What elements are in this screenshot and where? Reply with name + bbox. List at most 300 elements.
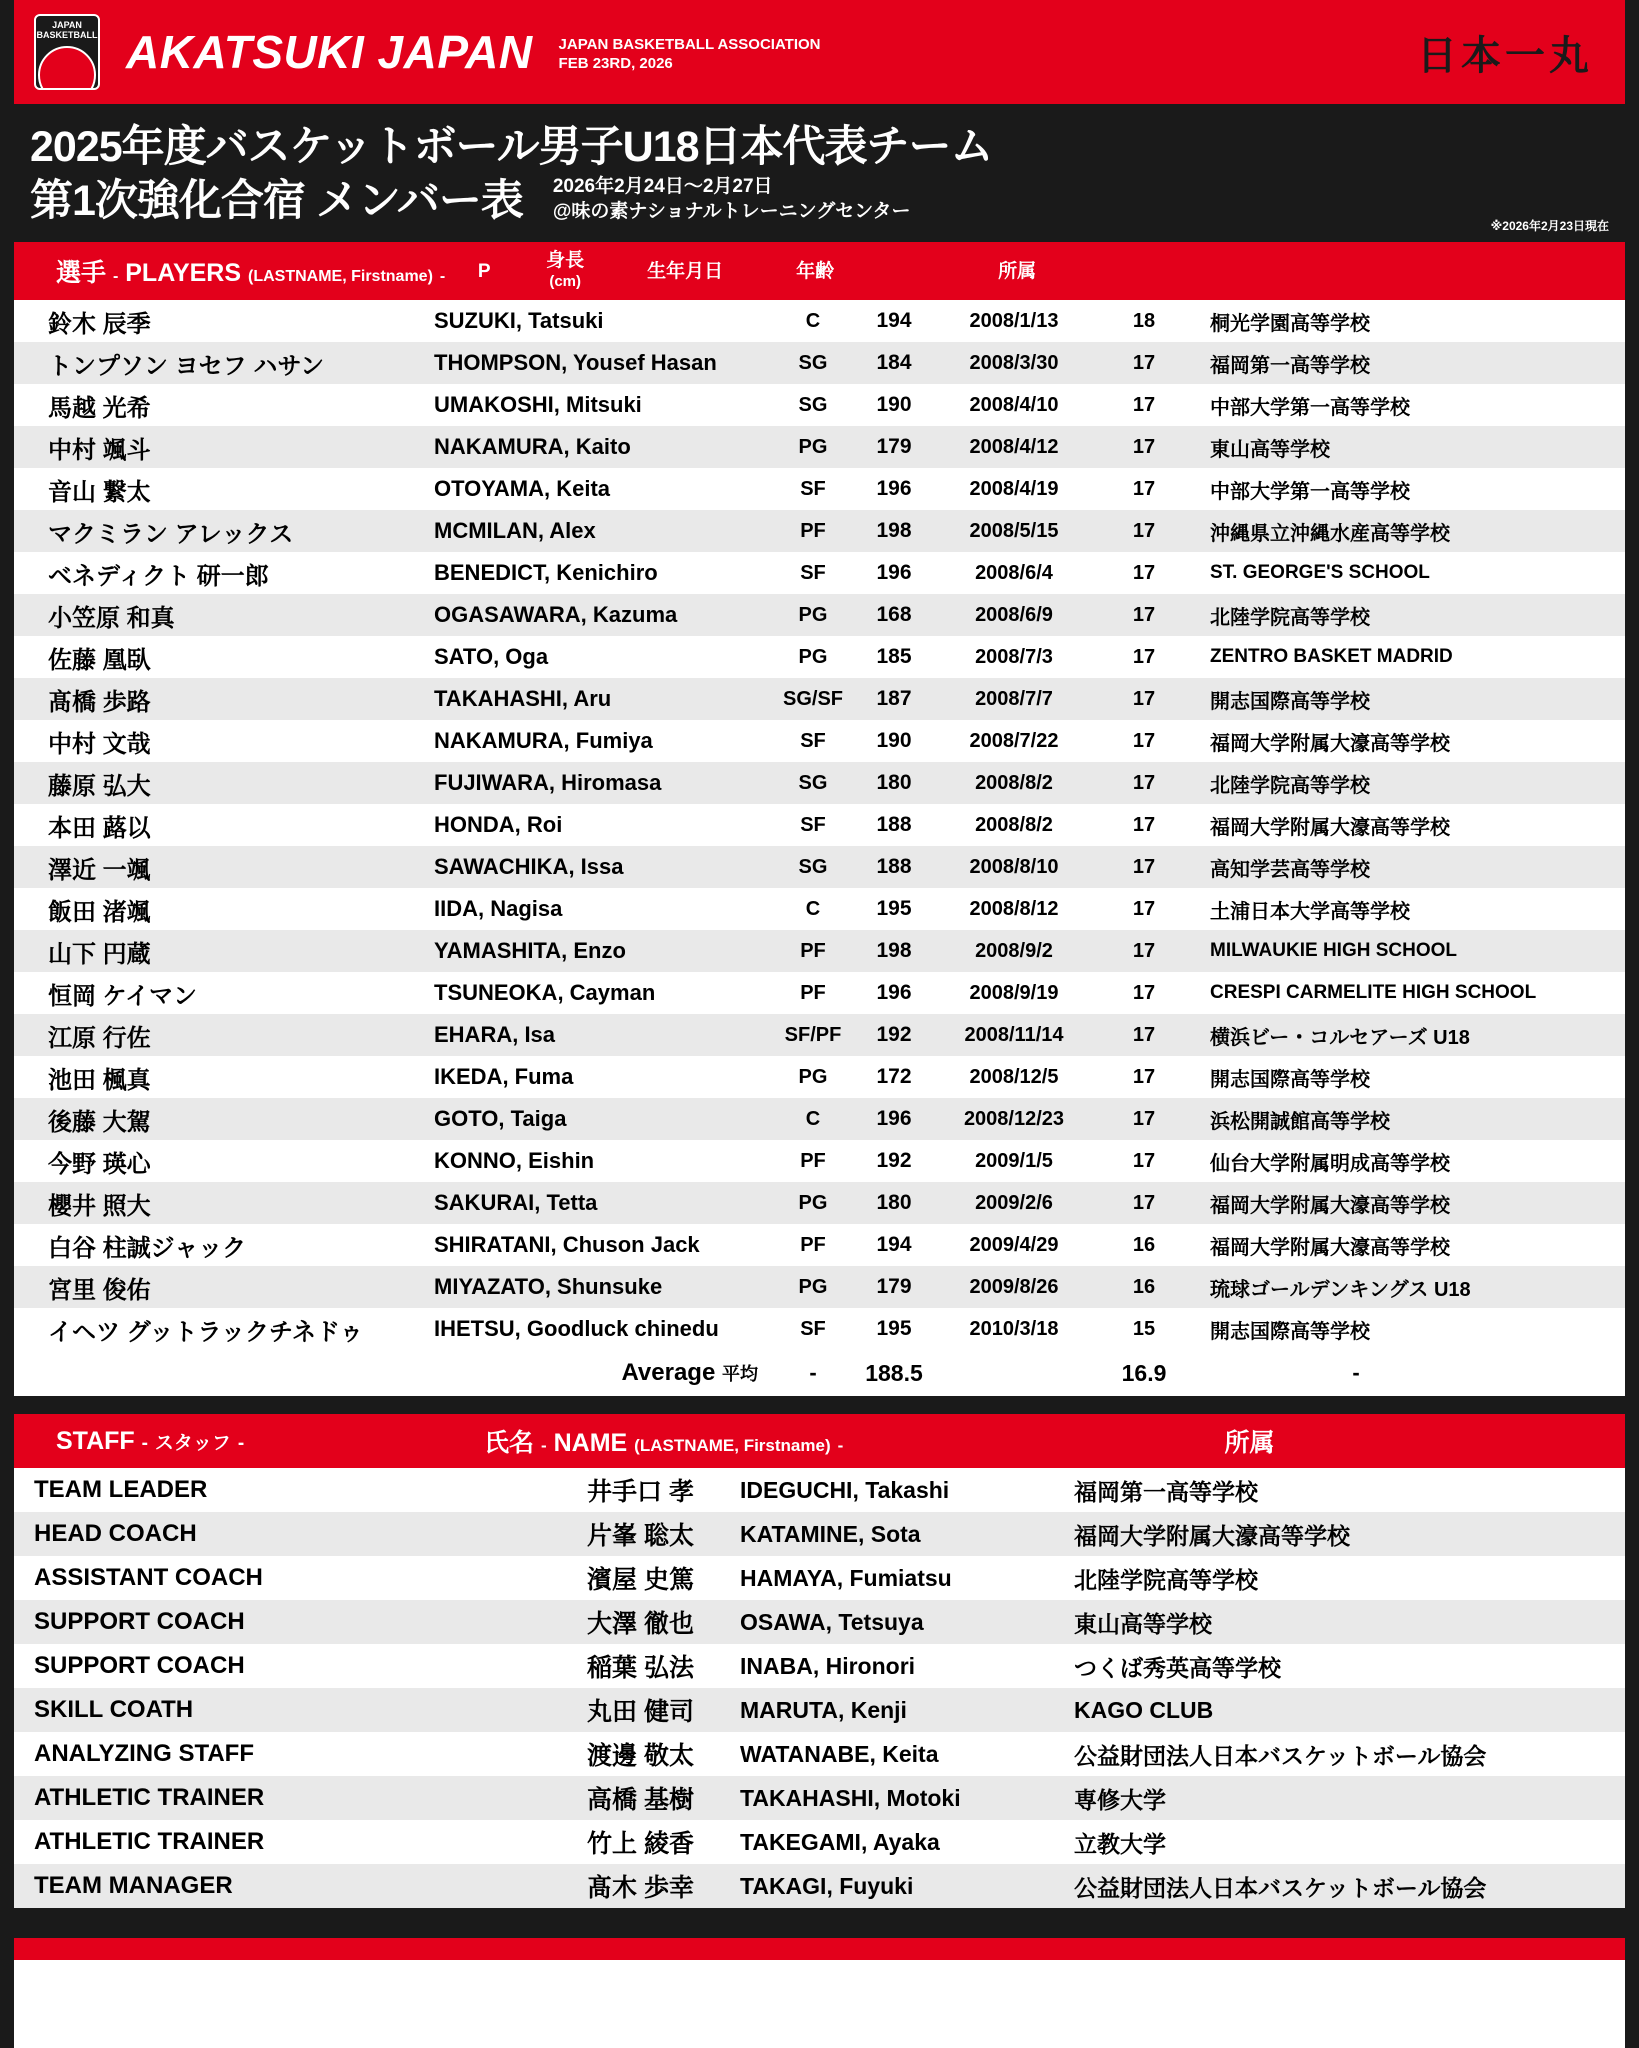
average-position: -	[809, 1360, 817, 1385]
player-name-en: BENEDICT, Kenichiro	[434, 560, 658, 585]
player-height: 196	[876, 1107, 912, 1130]
table-row	[14, 972, 1625, 1014]
player-height: 188	[876, 813, 912, 836]
player-name-en: EHARA, Isa	[434, 1022, 556, 1047]
player-name-jp: 山下 円蔵	[48, 940, 151, 968]
basketball-icon	[38, 46, 96, 90]
player-age: 17	[1132, 393, 1156, 416]
player-height: 168	[876, 603, 912, 626]
player-name-en: IIDA, Nagisa	[434, 896, 563, 921]
player-team: CRESPI CARMELITE HIGH SCHOOL	[1210, 982, 1537, 1003]
player-dob: 2008/8/12	[969, 897, 1059, 920]
players-header-format: (LASTNAME, Firstname)	[248, 268, 433, 285]
staff-header-dash1: -	[141, 1432, 148, 1454]
table-row	[14, 510, 1625, 552]
header-bar	[0, 0, 1639, 104]
player-position: SG	[798, 855, 828, 878]
player-name-en: KONNO, Eishin	[434, 1148, 595, 1173]
staff-name-jp: 氏名	[484, 1429, 535, 1457]
staff-name-dash4: -	[837, 1436, 844, 1455]
table-row	[14, 426, 1625, 468]
player-team: 福岡第一高等学校	[1210, 354, 1370, 377]
player-height: 179	[876, 1275, 912, 1298]
player-height: 196	[876, 981, 912, 1004]
player-name-en: SAWACHIKA, Issa	[434, 854, 624, 879]
player-age: 17	[1132, 771, 1156, 794]
staff-name-en: WATANABE, Keita	[740, 1740, 939, 1767]
staff-header-jp: スタッフ	[154, 1432, 231, 1454]
player-age: 17	[1132, 939, 1156, 962]
player-height: 184	[876, 351, 912, 374]
table-row	[14, 1140, 1625, 1182]
staff-name-en: KATAMINE, Sota	[740, 1520, 921, 1547]
player-name-en: OGASAWARA, Kazuma	[434, 602, 678, 627]
player-name-en: TAKAHASHI, Aru	[434, 686, 612, 711]
players-header-dash2: -	[439, 268, 446, 285]
staff-role: SKILL COATH	[34, 1696, 194, 1723]
staff-row	[14, 1600, 1625, 1644]
table-row	[14, 300, 1625, 342]
player-team: 仙台大学附属明成高等学校	[1210, 1152, 1450, 1175]
staff-name-en: TAKAGI, Fuyuki	[740, 1872, 914, 1899]
player-team: 浜松開誠館高等学校	[1210, 1110, 1390, 1133]
player-name-jp: 髙橋 歩路	[48, 688, 151, 716]
player-dob: 2008/1/13	[969, 309, 1059, 332]
staff-name-en: HAMAYA, Fumiatsu	[740, 1564, 952, 1591]
player-dob: 2008/6/4	[975, 561, 1053, 584]
player-height: 194	[876, 309, 912, 332]
player-height: 172	[876, 1065, 912, 1088]
player-position: SF	[800, 561, 826, 584]
player-name-jp: トンプソン ヨセフ ハサン	[48, 352, 325, 380]
player-name-jp: 澤近 一颯	[48, 856, 151, 884]
player-age: 17	[1132, 1065, 1156, 1088]
player-dob: 2008/7/3	[975, 645, 1053, 668]
table-row	[14, 1308, 1625, 1350]
player-position: PG	[798, 1275, 828, 1298]
player-name-en: THOMPSON, Yousef Hasan	[434, 350, 717, 375]
col-header-height-jp: 身長	[546, 250, 585, 271]
staff-row	[14, 1864, 1625, 1908]
player-height: 195	[876, 1317, 912, 1340]
player-name-jp: マクミラン アレックス	[48, 520, 294, 548]
jba-logo-icon	[34, 14, 100, 90]
average-height: 188.5	[865, 1359, 923, 1386]
staff-name-header	[484, 1423, 1084, 1459]
staff-name-en: TAKAHASHI, Motoki	[740, 1784, 961, 1811]
player-name-en: MCMILAN, Alex	[434, 518, 596, 543]
player-name-jp: 本田 蕗以	[48, 814, 151, 842]
player-position: SG	[798, 351, 828, 374]
player-name-jp: ベネディクト 研一郎	[48, 562, 269, 590]
player-team: 土浦日本大学高等学校	[1210, 900, 1410, 923]
left-border	[0, 0, 14, 2048]
staff-role: HEAD COACH	[34, 1520, 197, 1547]
staff-row	[14, 1644, 1625, 1688]
staff-role: ATHLETIC TRAINER	[34, 1828, 265, 1855]
col-header-dob: 生年月日	[647, 260, 724, 282]
player-position: SF	[800, 477, 826, 500]
player-position: PG	[798, 435, 828, 458]
player-name-en: HONDA, Roi	[434, 812, 563, 837]
staff-name-jp: 渡邊 敬太	[587, 1742, 694, 1770]
player-team: 北陸学院高等学校	[1210, 606, 1370, 629]
bottom-red-bar	[0, 1938, 1639, 1960]
player-name-jp: 白谷 柱誠ジャック	[48, 1234, 247, 1262]
player-age: 17	[1132, 729, 1156, 752]
player-position: PF	[800, 1233, 826, 1256]
staff-header-en: STAFF	[56, 1426, 135, 1455]
player-name-en: SAKURAI, Tetta	[434, 1190, 598, 1215]
player-position: PF	[800, 939, 826, 962]
player-team: 開志国際高等学校	[1210, 1068, 1370, 1091]
player-team: 福岡大学附属大濠高等学校	[1210, 1236, 1450, 1259]
table-row	[14, 384, 1625, 426]
col-header-position: P	[477, 260, 491, 282]
player-height: 198	[876, 519, 912, 542]
association-name: JAPAN BASKETBALL ASSOCIATION	[558, 36, 821, 53]
player-name-jp: 音山 繋太	[48, 478, 151, 506]
player-height: 195	[876, 897, 912, 920]
player-team: 福岡大学附属大濠高等学校	[1210, 816, 1450, 839]
staff-role: TEAM LEADER	[34, 1476, 208, 1503]
table-row	[14, 552, 1625, 594]
player-name-en: IKEDA, Fuma	[434, 1064, 574, 1089]
player-height: 192	[876, 1149, 912, 1172]
player-height: 180	[876, 771, 912, 794]
player-age: 16	[1132, 1275, 1156, 1298]
staff-name-jp: 髙木 歩幸	[587, 1874, 694, 1902]
player-position: PF	[800, 519, 826, 542]
player-dob: 2008/9/2	[975, 939, 1053, 962]
player-dob: 2008/4/12	[969, 435, 1059, 458]
player-age: 17	[1132, 351, 1156, 374]
staff-row	[14, 1688, 1625, 1732]
player-team: ST. GEORGE'S SCHOOL	[1210, 562, 1430, 583]
staff-role: ASSISTANT COACH	[34, 1564, 263, 1591]
table-row	[14, 930, 1625, 972]
average-label	[14, 1359, 774, 1387]
staff-name-format: (LASTNAME, Firstname)	[634, 1436, 831, 1455]
players-header-en: PLAYERS	[125, 259, 242, 287]
players-header-jp: 選手	[56, 259, 107, 287]
player-age: 17	[1132, 981, 1156, 1004]
player-position: C	[805, 897, 821, 920]
player-name-jp: 鈴木 辰季	[48, 310, 151, 338]
staff-team-header: 所属	[1224, 1429, 1275, 1457]
player-dob: 2008/11/14	[964, 1023, 1064, 1046]
table-row	[14, 468, 1625, 510]
table-row	[14, 1098, 1625, 1140]
player-age: 17	[1132, 477, 1156, 500]
player-age: 17	[1132, 855, 1156, 878]
table-row	[14, 342, 1625, 384]
staff-team: 東山高等学校	[1074, 1610, 1212, 1637]
player-team: 高知学芸高等学校	[1210, 858, 1370, 881]
player-position: C	[805, 1107, 821, 1130]
col-header-height	[523, 250, 607, 292]
average-age: 16.9	[1121, 1359, 1167, 1386]
player-height: 190	[876, 729, 912, 752]
player-age: 18	[1132, 309, 1156, 332]
association-date: FEB 23RD, 2026	[558, 55, 673, 72]
as-of-note: ※2026年2月23日現在	[1490, 219, 1609, 233]
player-age: 17	[1132, 1191, 1156, 1214]
player-name-en: TSUNEOKA, Cayman	[434, 980, 656, 1005]
player-name-jp: 藤原 弘大	[48, 772, 151, 800]
table-row	[14, 888, 1625, 930]
player-dob: 2008/8/2	[975, 771, 1053, 794]
player-team: 福岡大学附属大濠高等学校	[1210, 732, 1450, 755]
content-area	[14, 242, 1625, 1908]
player-position: PG	[798, 645, 828, 668]
player-age: 17	[1132, 813, 1156, 836]
player-name-en: UMAKOSHI, Mitsuki	[434, 392, 642, 417]
player-dob: 2008/4/19	[969, 477, 1059, 500]
player-dob: 2008/8/10	[969, 855, 1059, 878]
player-dob: 2009/8/26	[969, 1275, 1059, 1298]
player-team: 横浜ビー・コルセアーズ U18	[1210, 1026, 1470, 1049]
player-name-en: IHETSU, Goodluck chinedu	[434, 1316, 719, 1341]
player-dob: 2008/4/10	[969, 393, 1059, 416]
player-name-en: NAKAMURA, Fumiya	[434, 728, 653, 753]
staff-team: つくば秀英高等学校	[1074, 1654, 1281, 1681]
player-name-jp: 今野 瑛心	[48, 1150, 151, 1178]
staff-name-jp: 竹上 綾香	[587, 1830, 694, 1858]
player-name-jp: 宮里 俊佑	[48, 1276, 151, 1304]
player-age: 16	[1132, 1233, 1156, 1256]
player-name-jp: 馬越 光希	[48, 394, 151, 422]
player-team: 東山高等学校	[1210, 438, 1330, 461]
title-block	[0, 104, 1639, 242]
staff-name-en: OSAWA, Tetsuya	[740, 1608, 924, 1635]
player-age: 17	[1132, 1107, 1156, 1130]
staff-role: ANALYZING STAFF	[34, 1740, 254, 1767]
player-team: 北陸学院高等学校	[1210, 774, 1370, 797]
player-name-jp: 中村 颯斗	[48, 436, 151, 464]
player-age: 17	[1132, 1149, 1156, 1172]
table-row	[14, 1224, 1625, 1266]
staff-name-jp: 大澤 徹也	[587, 1610, 694, 1638]
player-name-jp: 池田 楓真	[48, 1066, 151, 1094]
player-height: 196	[876, 477, 912, 500]
player-team: 開志国際高等学校	[1210, 1320, 1370, 1343]
staff-team: 立教大学	[1074, 1830, 1166, 1857]
table-row	[14, 678, 1625, 720]
player-position: SF/PF	[784, 1023, 842, 1046]
player-position: PG	[798, 603, 828, 626]
player-height: 192	[876, 1023, 912, 1046]
player-position: PF	[800, 1149, 826, 1172]
player-dob: 2008/3/30	[969, 351, 1059, 374]
player-position: PF	[800, 981, 826, 1004]
players-table-header	[14, 242, 1625, 300]
player-age: 15	[1132, 1317, 1156, 1340]
average-label-en: Average	[621, 1359, 716, 1386]
staff-team: 専修大学	[1074, 1786, 1166, 1813]
player-position: SG	[798, 771, 828, 794]
player-team: ZENTRO BASKET MADRID	[1210, 646, 1453, 667]
staff-role: SUPPORT COACH	[34, 1608, 245, 1635]
player-name-jp: 佐藤 凰臥	[48, 646, 151, 674]
player-position: SG	[798, 393, 828, 416]
staff-row	[14, 1468, 1625, 1512]
player-dob: 2008/7/7	[975, 687, 1053, 710]
staff-role: TEAM MANAGER	[34, 1872, 233, 1899]
player-height: 198	[876, 939, 912, 962]
player-name-en: NAKAMURA, Kaito	[434, 434, 631, 459]
staff-team: 福岡大学附属大濠高等学校	[1074, 1522, 1350, 1549]
camp-venue: @味の素ナショナルトレーニングセンター	[552, 201, 911, 222]
staff-team: 公益財団法人日本バスケットボール協会	[1074, 1874, 1487, 1901]
camp-date-range: 2026年2月24日〜2月27日	[552, 176, 773, 197]
player-team: 沖縄県立沖縄水産高等学校	[1210, 522, 1450, 545]
staff-team: 福岡第一高等学校	[1074, 1478, 1258, 1505]
player-age: 17	[1132, 897, 1156, 920]
staff-team: 北陸学院高等学校	[1074, 1566, 1258, 1593]
col-header-height-unit: (cm)	[549, 273, 582, 290]
player-name-en: SUZUKI, Tatsuki	[434, 308, 604, 333]
staff-name-en: IDEGUCHI, Takashi	[740, 1476, 950, 1503]
player-height: 187	[876, 687, 912, 710]
table-row	[14, 804, 1625, 846]
page-title: 2025年度バスケットボール男子U18日本代表チーム	[30, 123, 993, 171]
staff-table-header	[14, 1414, 1625, 1468]
staff-name-en: MARUTA, Kenji	[740, 1696, 907, 1723]
player-team: MILWAUKIE HIGH SCHOOL	[1210, 940, 1457, 961]
staff-name-jp: 高橋 基樹	[587, 1786, 694, 1814]
player-dob: 2008/7/22	[969, 729, 1059, 752]
player-height: 180	[876, 1191, 912, 1214]
staff-name-jp: 稲葉 弘法	[587, 1654, 694, 1682]
player-name-jp: 江原 行佐	[48, 1024, 151, 1052]
player-dob: 2008/6/9	[975, 603, 1053, 626]
staff-name-jp: 濱屋 史篤	[587, 1566, 694, 1594]
player-height: 188	[876, 855, 912, 878]
staff-team: 公益財団法人日本バスケットボール協会	[1074, 1742, 1487, 1769]
player-name-en: SHIRATANI, Chuson Jack	[434, 1232, 700, 1257]
average-label-jp: 平均	[722, 1364, 758, 1384]
player-team: 中部大学第一高等学校	[1210, 480, 1410, 503]
player-name-jp: イヘツ グットラックチネドゥ	[48, 1318, 364, 1346]
player-height: 185	[876, 645, 912, 668]
table-row	[14, 594, 1625, 636]
player-team: 開志国際高等学校	[1210, 690, 1370, 713]
staff-role: ATHLETIC TRAINER	[34, 1784, 265, 1811]
table-row	[14, 762, 1625, 804]
col-header-age: 年齢	[796, 260, 835, 282]
staff-name-en: TAKEGAMI, Ayaka	[740, 1828, 940, 1855]
player-position: PG	[798, 1065, 828, 1088]
table-row	[14, 1266, 1625, 1308]
staff-name-en: NAME	[553, 1429, 628, 1457]
staff-table-body	[14, 1468, 1625, 1908]
player-age: 17	[1132, 603, 1156, 626]
player-age: 17	[1132, 1023, 1156, 1046]
staff-row	[14, 1820, 1625, 1864]
staff-row	[14, 1512, 1625, 1556]
staff-name-dash3: -	[540, 1436, 547, 1455]
player-name-jp: 中村 文哉	[48, 730, 151, 758]
player-team: 中部大学第一高等学校	[1210, 396, 1410, 419]
player-team: 琉球ゴールデンキングス U18	[1210, 1278, 1471, 1301]
player-team: 桐光学園高等学校	[1210, 312, 1370, 335]
player-dob: 2008/8/2	[975, 813, 1053, 836]
table-row	[14, 720, 1625, 762]
staff-header-label	[14, 1427, 484, 1456]
staff-row	[14, 1732, 1625, 1776]
player-age: 17	[1132, 519, 1156, 542]
camp-dates	[553, 174, 911, 224]
staff-name-en: INABA, Hironori	[740, 1652, 916, 1679]
player-age: 17	[1132, 435, 1156, 458]
player-dob: 2008/9/19	[969, 981, 1059, 1004]
player-dob: 2008/12/23	[963, 1107, 1065, 1130]
player-position: SF	[800, 729, 826, 752]
player-position: SG/SF	[782, 687, 843, 710]
staff-row	[14, 1776, 1625, 1820]
slogan: 日本一丸	[1417, 31, 1593, 79]
player-name-jp: 恒岡 ケイマン	[48, 982, 197, 1010]
player-name-jp: 櫻井 照大	[48, 1192, 151, 1220]
brand-title: AKATSUKI JAPAN	[126, 26, 533, 78]
player-age: 17	[1132, 687, 1156, 710]
association-block	[559, 35, 821, 73]
table-row	[14, 636, 1625, 678]
player-height: 196	[876, 561, 912, 584]
player-name-jp: 小笠原 和真	[48, 604, 175, 632]
table-row	[14, 1014, 1625, 1056]
player-position: SF	[800, 1317, 826, 1340]
player-name-en: SATO, Oga	[434, 644, 549, 669]
player-dob: 2009/1/5	[975, 1149, 1053, 1172]
players-header-dash: -	[112, 268, 119, 285]
player-name-en: MIYAZATO, Shunsuke	[434, 1274, 663, 1299]
table-row	[14, 1182, 1625, 1224]
player-team: 福岡大学附属大濠高等学校	[1210, 1194, 1450, 1217]
players-table-body	[14, 300, 1625, 1350]
player-age: 17	[1132, 645, 1156, 668]
average-row	[14, 1350, 1625, 1396]
staff-header-dash2: -	[237, 1432, 245, 1454]
bottom-black-bar	[0, 1908, 1639, 1938]
player-name-en: GOTO, Taiga	[434, 1106, 567, 1131]
player-name-en: YAMASHITA, Enzo	[434, 938, 626, 963]
player-name-jp: 飯田 渚颯	[48, 898, 151, 926]
average-team: -	[1352, 1360, 1360, 1385]
staff-role: SUPPORT COACH	[34, 1652, 245, 1679]
player-position: SF	[800, 813, 826, 836]
staff-team: KAGO CLUB	[1074, 1696, 1214, 1723]
staff-name-jp: 井手口 孝	[587, 1478, 694, 1506]
col-header-team: 所属	[998, 260, 1037, 282]
player-height: 190	[876, 393, 912, 416]
section-divider	[14, 1396, 1625, 1414]
player-height: 179	[876, 435, 912, 458]
player-dob: 2009/2/6	[975, 1191, 1053, 1214]
right-border	[1625, 0, 1639, 2048]
players-header-label	[14, 253, 445, 289]
player-name-en: OTOYAMA, Keita	[434, 476, 611, 501]
staff-name-jp: 片峯 聡太	[587, 1522, 694, 1550]
player-position: PG	[798, 1191, 828, 1214]
player-dob: 2010/3/18	[969, 1317, 1059, 1340]
player-age: 17	[1132, 561, 1156, 584]
player-position: C	[805, 309, 821, 332]
player-dob: 2008/12/5	[969, 1065, 1059, 1088]
player-dob: 2009/4/29	[969, 1233, 1059, 1256]
jba-logo-text: JAPAN BASKETBALL	[36, 20, 98, 40]
